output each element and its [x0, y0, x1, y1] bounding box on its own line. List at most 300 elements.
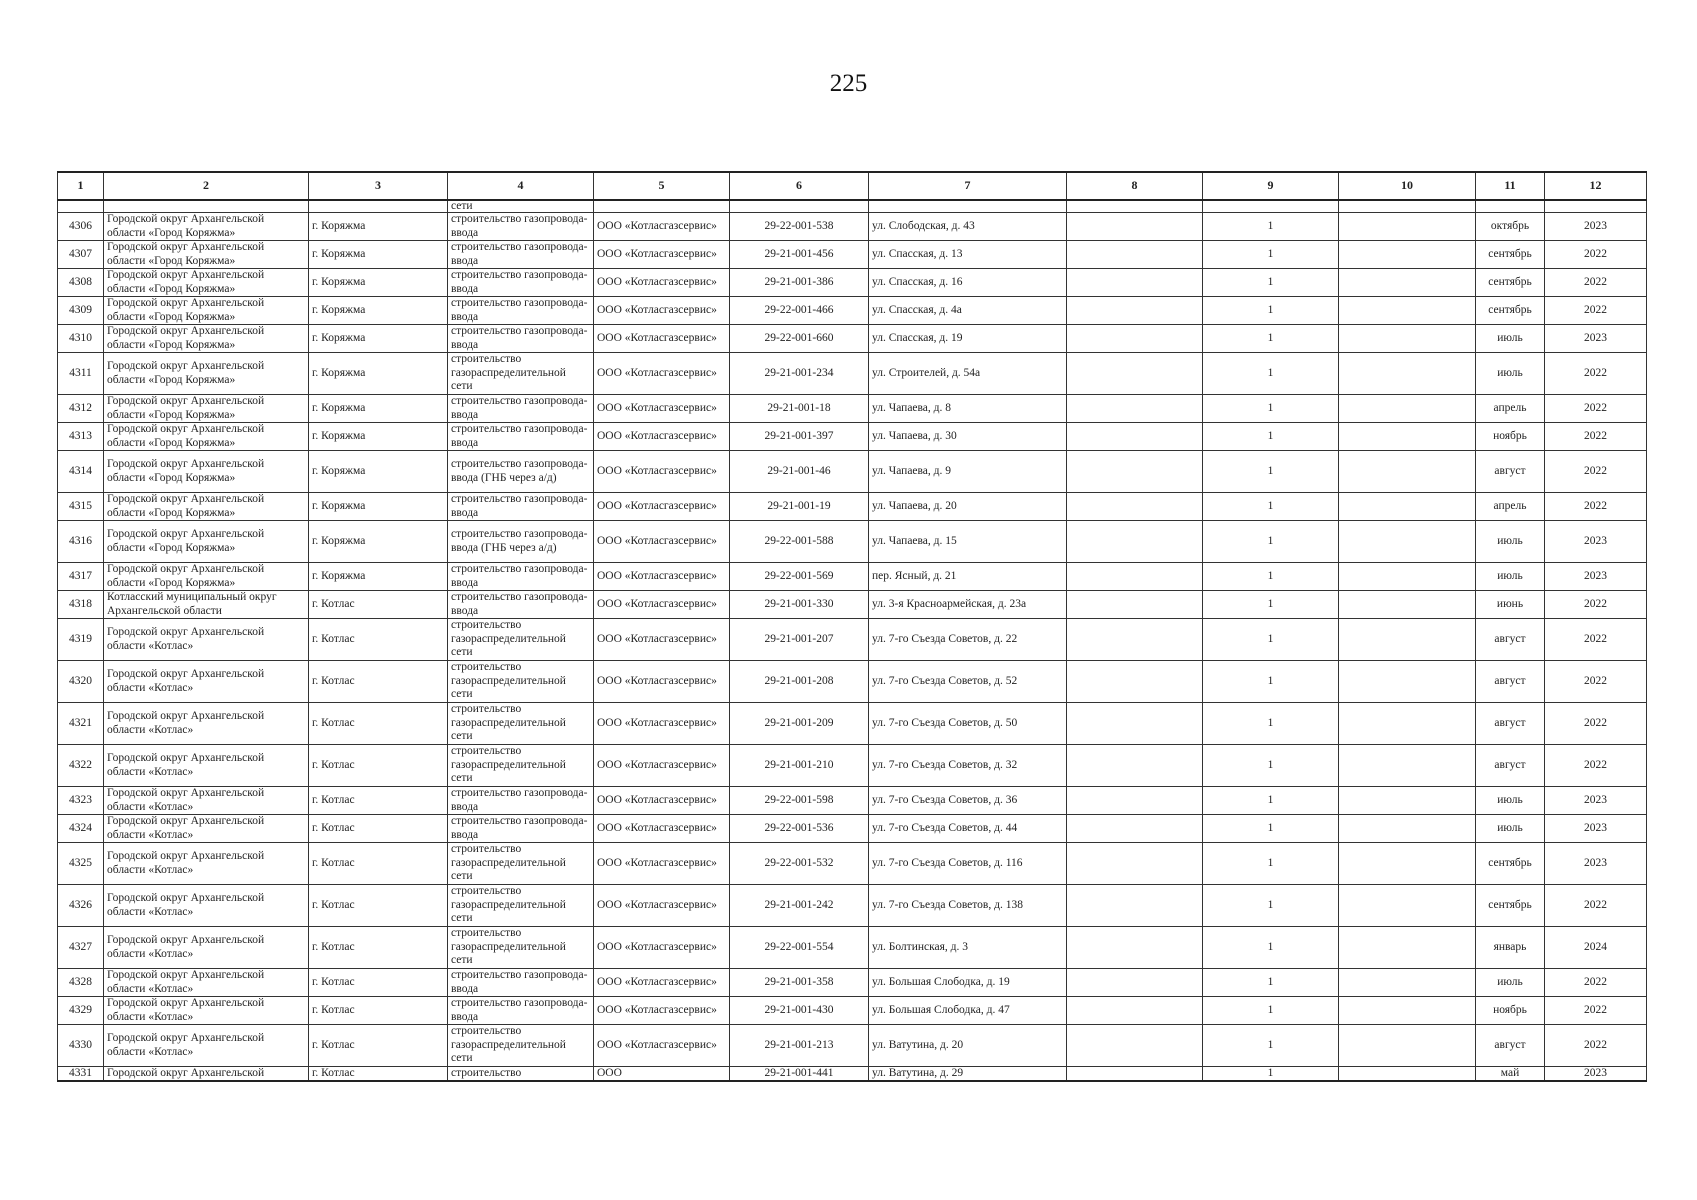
table-row	[58, 451, 1647, 493]
column-8-cell	[1067, 927, 1203, 969]
continuation-work-cell: сети	[448, 200, 594, 213]
year-cell: 2022	[1545, 297, 1647, 325]
column-10-cell	[1339, 619, 1476, 661]
year-cell: 2022	[1545, 353, 1647, 395]
address-cell: ул. Чапаева, д. 9	[869, 451, 1067, 493]
municipality-cell: Городской округ Архангельской области «Котлас»	[104, 885, 309, 927]
month-cell: август	[1476, 661, 1545, 703]
column-10-cell	[1339, 213, 1476, 241]
month-cell: апрель	[1476, 493, 1545, 521]
work-type-cell: строительство газораспределительной сети	[448, 353, 594, 395]
column-10-cell	[1339, 885, 1476, 927]
year-cell: 2023	[1545, 1067, 1647, 1082]
row-number-cell: 4320	[58, 661, 104, 703]
column-10-cell	[1339, 563, 1476, 591]
continuation-empty-cell	[730, 200, 869, 213]
city-cell: г. Коряжма	[309, 493, 448, 521]
organization-cell: ООО «Котласгазсервис»	[594, 661, 730, 703]
work-type-cell: строительство газораспределительной сети	[448, 703, 594, 745]
column-10-cell	[1339, 745, 1476, 787]
municipality-cell: Городской округ Архангельской области «Город Коряжма»	[104, 297, 309, 325]
municipality-cell: Городской округ Архангельской области «Котлас»	[104, 927, 309, 969]
column-8-cell	[1067, 843, 1203, 885]
object-code-cell: 29-21-001-358	[730, 969, 869, 997]
city-cell: г. Котлас	[309, 661, 448, 703]
count-cell: 1	[1203, 493, 1339, 521]
organization-cell: ООО «Котласгазсервис»	[594, 969, 730, 997]
year-cell: 2022	[1545, 703, 1647, 745]
city-cell: г. Котлас	[309, 1067, 448, 1082]
organization-cell: ООО «Котласгазсервис»	[594, 1025, 730, 1067]
year-cell: 2022	[1545, 493, 1647, 521]
row-number-cell: 4322	[58, 745, 104, 787]
continuation-empty-cell	[1339, 200, 1476, 213]
column-10-cell	[1339, 969, 1476, 997]
column-8-cell	[1067, 423, 1203, 451]
object-code-cell: 29-22-001-536	[730, 815, 869, 843]
city-cell: г. Коряжма	[309, 269, 448, 297]
table-row	[58, 997, 1647, 1025]
column-8-cell	[1067, 661, 1203, 703]
count-cell: 1	[1203, 997, 1339, 1025]
row-number-cell: 4328	[58, 969, 104, 997]
table-body	[58, 200, 1647, 1081]
row-number-cell: 4306	[58, 213, 104, 241]
table-row	[58, 661, 1647, 703]
organization-cell: ООО «Котласгазсервис»	[594, 297, 730, 325]
table-row	[58, 241, 1647, 269]
work-type-cell: строительство газораспределительной сети	[448, 843, 594, 885]
column-8-cell	[1067, 395, 1203, 423]
work-type-cell: строительство газопровода-ввода	[448, 325, 594, 353]
count-cell: 1	[1203, 451, 1339, 493]
column-8-cell	[1067, 213, 1203, 241]
row-number-cell: 4330	[58, 1025, 104, 1067]
count-cell: 1	[1203, 213, 1339, 241]
city-cell: г. Коряжма	[309, 325, 448, 353]
organization-cell: ООО «Котласгазсервис»	[594, 745, 730, 787]
count-cell: 1	[1203, 521, 1339, 563]
count-cell: 1	[1203, 843, 1339, 885]
table-row	[58, 297, 1647, 325]
object-code-cell: 29-22-001-598	[730, 787, 869, 815]
column-10-cell	[1339, 843, 1476, 885]
column-10-cell	[1339, 521, 1476, 563]
month-cell: июль	[1476, 815, 1545, 843]
year-cell: 2023	[1545, 815, 1647, 843]
count-cell: 1	[1203, 885, 1339, 927]
municipality-cell: Городской округ Архангельской области «Котлас»	[104, 619, 309, 661]
organization-cell: ООО «Котласгазсервис»	[594, 353, 730, 395]
row-number-cell: 4324	[58, 815, 104, 843]
column-10-cell	[1339, 297, 1476, 325]
table-row	[58, 1025, 1647, 1067]
row-number-cell: 4326	[58, 885, 104, 927]
city-cell: г. Коряжма	[309, 451, 448, 493]
month-cell: сентябрь	[1476, 269, 1545, 297]
column-10-cell	[1339, 997, 1476, 1025]
address-cell: ул. 7-го Съезда Советов, д. 138	[869, 885, 1067, 927]
column-8-cell	[1067, 563, 1203, 591]
organization-cell: ООО «Котласгазсервис»	[594, 843, 730, 885]
month-cell: июль	[1476, 325, 1545, 353]
organization-cell: ООО «Котласгазсервис»	[594, 213, 730, 241]
count-cell: 1	[1203, 297, 1339, 325]
count-cell: 1	[1203, 563, 1339, 591]
work-type-cell: строительство газопровода-ввода	[448, 395, 594, 423]
organization-cell: ООО «Котласгазсервис»	[594, 885, 730, 927]
municipality-cell: Городской округ Архангельской области «Город Коряжма»	[104, 269, 309, 297]
column-header-3: 3	[309, 172, 448, 200]
city-cell: г. Котлас	[309, 619, 448, 661]
object-code-cell: 29-21-001-430	[730, 997, 869, 1025]
month-cell: июль	[1476, 969, 1545, 997]
column-10-cell	[1339, 703, 1476, 745]
table-row	[58, 745, 1647, 787]
address-cell: ул. 7-го Съезда Советов, д. 50	[869, 703, 1067, 745]
city-cell: г. Коряжма	[309, 423, 448, 451]
organization-cell: ООО «Котласгазсервис»	[594, 395, 730, 423]
column-8-cell	[1067, 521, 1203, 563]
column-header-7: 7	[869, 172, 1067, 200]
address-cell: ул. Спасская, д. 16	[869, 269, 1067, 297]
year-cell: 2022	[1545, 619, 1647, 661]
column-10-cell	[1339, 815, 1476, 843]
count-cell: 1	[1203, 661, 1339, 703]
city-cell: г. Котлас	[309, 703, 448, 745]
table-row	[58, 325, 1647, 353]
row-number-cell: 4314	[58, 451, 104, 493]
column-10-cell	[1339, 423, 1476, 451]
table-row	[58, 787, 1647, 815]
address-cell: ул. Чапаева, д. 20	[869, 493, 1067, 521]
count-cell: 1	[1203, 619, 1339, 661]
municipality-cell: Городской округ Архангельской области «Город Коряжма»	[104, 451, 309, 493]
municipality-cell: Городской округ Архангельской области «Котлас»	[104, 787, 309, 815]
month-cell: январь	[1476, 927, 1545, 969]
column-header-6: 6	[730, 172, 869, 200]
year-cell: 2022	[1545, 591, 1647, 619]
work-type-cell: строительство газопровода-ввода	[448, 423, 594, 451]
row-number-cell: 4307	[58, 241, 104, 269]
organization-cell: ООО «Котласгазсервис»	[594, 703, 730, 745]
month-cell: июль	[1476, 787, 1545, 815]
continuation-empty-cell	[1067, 200, 1203, 213]
object-code-cell: 29-22-001-532	[730, 843, 869, 885]
work-type-cell: строительство газораспределительной сети	[448, 619, 594, 661]
city-cell: г. Котлас	[309, 997, 448, 1025]
table-row	[58, 521, 1647, 563]
count-cell: 1	[1203, 745, 1339, 787]
column-header-8: 8	[1067, 172, 1203, 200]
table-row	[58, 843, 1647, 885]
row-number-cell: 4312	[58, 395, 104, 423]
object-code-cell: 29-21-001-386	[730, 269, 869, 297]
work-type-cell: строительство газопровода-ввода	[448, 241, 594, 269]
table-row	[58, 703, 1647, 745]
continuation-empty-cell	[58, 200, 104, 213]
work-type-cell: строительство газопровода-ввода (ГНБ через а/д)	[448, 521, 594, 563]
city-cell: г. Котлас	[309, 787, 448, 815]
municipality-cell: Городской округ Архангельской области «Котлас»	[104, 843, 309, 885]
year-cell: 2022	[1545, 1025, 1647, 1067]
table-row	[58, 269, 1647, 297]
object-code-cell: 29-21-001-18	[730, 395, 869, 423]
address-cell: ул. Чапаева, д. 15	[869, 521, 1067, 563]
month-cell: ноябрь	[1476, 997, 1545, 1025]
municipality-cell: Городской округ Архангельской	[104, 1067, 309, 1082]
table-header	[58, 172, 1647, 200]
city-cell: г. Коряжма	[309, 297, 448, 325]
column-header-1: 1	[58, 172, 104, 200]
municipality-cell: Городской округ Архангельской области «Город Коряжма»	[104, 325, 309, 353]
object-code-cell: 29-22-001-660	[730, 325, 869, 353]
count-cell: 1	[1203, 787, 1339, 815]
city-cell: г. Котлас	[309, 927, 448, 969]
row-number-cell: 4309	[58, 297, 104, 325]
row-number-cell: 4319	[58, 619, 104, 661]
continuation-empty-cell	[309, 200, 448, 213]
municipality-cell: Городской округ Архангельской области «Город Коряжма»	[104, 521, 309, 563]
column-8-cell	[1067, 325, 1203, 353]
city-cell: г. Коряжма	[309, 213, 448, 241]
municipality-cell: Городской округ Архангельской области «Котлас»	[104, 703, 309, 745]
work-type-cell: строительство газопровода-ввода	[448, 563, 594, 591]
address-cell: ул. 3-я Красноармейская, д. 23а	[869, 591, 1067, 619]
city-cell: г. Коряжма	[309, 241, 448, 269]
city-cell: г. Котлас	[309, 843, 448, 885]
year-cell: 2024	[1545, 927, 1647, 969]
column-8-cell	[1067, 969, 1203, 997]
count-cell: 1	[1203, 927, 1339, 969]
year-cell: 2023	[1545, 521, 1647, 563]
column-8-cell	[1067, 241, 1203, 269]
column-8-cell	[1067, 269, 1203, 297]
column-10-cell	[1339, 325, 1476, 353]
column-8-cell	[1067, 591, 1203, 619]
municipality-cell: Городской округ Архангельской области «Котлас»	[104, 661, 309, 703]
year-cell: 2022	[1545, 997, 1647, 1025]
count-cell: 1	[1203, 591, 1339, 619]
count-cell: 1	[1203, 269, 1339, 297]
object-code-cell: 29-21-001-441	[730, 1067, 869, 1082]
work-type-cell: строительство газопровода-ввода	[448, 213, 594, 241]
municipality-cell: Котласский муниципальный округ Архангельской области	[104, 591, 309, 619]
column-header-2: 2	[104, 172, 309, 200]
table-row	[58, 395, 1647, 423]
column-10-cell	[1339, 787, 1476, 815]
address-cell: пер. Ясный, д. 21	[869, 563, 1067, 591]
document-table	[57, 171, 1647, 1082]
address-cell: ул. 7-го Съезда Советов, д. 52	[869, 661, 1067, 703]
continuation-empty-cell	[594, 200, 730, 213]
organization-cell: ООО «Котласгазсервис»	[594, 521, 730, 563]
month-cell: июль	[1476, 353, 1545, 395]
organization-cell: ООО «Котласгазсервис»	[594, 325, 730, 353]
column-8-cell	[1067, 815, 1203, 843]
work-type-cell: строительство газораспределительной сети	[448, 885, 594, 927]
column-header-9: 9	[1203, 172, 1339, 200]
work-type-cell: строительство	[448, 1067, 594, 1082]
month-cell: май	[1476, 1067, 1545, 1082]
year-cell: 2023	[1545, 325, 1647, 353]
city-cell: г. Коряжма	[309, 353, 448, 395]
address-cell: ул. 7-го Съезда Советов, д. 116	[869, 843, 1067, 885]
month-cell: июль	[1476, 521, 1545, 563]
year-cell: 2022	[1545, 969, 1647, 997]
object-code-cell: 29-22-001-588	[730, 521, 869, 563]
address-cell: ул. Ватутина, д. 29	[869, 1067, 1067, 1082]
work-type-cell: строительство газораспределительной сети	[448, 1025, 594, 1067]
city-cell: г. Коряжма	[309, 395, 448, 423]
column-8-cell	[1067, 787, 1203, 815]
work-type-cell: строительство газопровода-ввода	[448, 493, 594, 521]
column-8-cell	[1067, 619, 1203, 661]
municipality-cell: Городской округ Архангельской области «Город Коряжма»	[104, 241, 309, 269]
object-code-cell: 29-21-001-397	[730, 423, 869, 451]
table-row	[58, 885, 1647, 927]
month-cell: август	[1476, 619, 1545, 661]
column-header-5: 5	[594, 172, 730, 200]
organization-cell: ООО «Котласгазсервис»	[594, 787, 730, 815]
row-number-cell: 4325	[58, 843, 104, 885]
table-row	[58, 927, 1647, 969]
object-code-cell: 29-21-001-234	[730, 353, 869, 395]
address-cell: ул. Слободская, д. 43	[869, 213, 1067, 241]
year-cell: 2022	[1545, 241, 1647, 269]
municipality-cell: Городской округ Архангельской области «Котлас»	[104, 1025, 309, 1067]
row-number-cell: 4329	[58, 997, 104, 1025]
object-code-cell: 29-21-001-19	[730, 493, 869, 521]
column-10-cell	[1339, 591, 1476, 619]
column-8-cell	[1067, 353, 1203, 395]
work-type-cell: строительство газопровода-ввода	[448, 997, 594, 1025]
table-row	[58, 591, 1647, 619]
municipality-cell: Городской округ Архангельской области «Город Коряжма»	[104, 493, 309, 521]
month-cell: сентябрь	[1476, 885, 1545, 927]
table-row	[58, 213, 1647, 241]
city-cell: г. Котлас	[309, 591, 448, 619]
column-header-4: 4	[448, 172, 594, 200]
address-cell: ул. 7-го Съезда Советов, д. 44	[869, 815, 1067, 843]
column-10-cell	[1339, 269, 1476, 297]
header-row	[58, 172, 1647, 200]
year-cell: 2022	[1545, 745, 1647, 787]
count-cell: 1	[1203, 815, 1339, 843]
month-cell: август	[1476, 1025, 1545, 1067]
address-cell: ул. 7-го Съезда Советов, д. 22	[869, 619, 1067, 661]
address-cell: ул. Болтинская, д. 3	[869, 927, 1067, 969]
work-type-cell: строительство газопровода-ввода	[448, 297, 594, 325]
count-cell: 1	[1203, 395, 1339, 423]
table-row	[58, 969, 1647, 997]
object-code-cell: 29-22-001-569	[730, 563, 869, 591]
object-code-cell: 29-21-001-213	[730, 1025, 869, 1067]
continuation-empty-cell	[104, 200, 309, 213]
organization-cell: ООО «Котласгазсервис»	[594, 927, 730, 969]
address-cell: ул. Большая Слободка, д. 47	[869, 997, 1067, 1025]
table-row	[58, 493, 1647, 521]
city-cell: г. Коряжма	[309, 521, 448, 563]
address-cell: ул. Спасская, д. 13	[869, 241, 1067, 269]
city-cell: г. Котлас	[309, 969, 448, 997]
municipality-cell: Городской округ Архангельской области «Город Коряжма»	[104, 563, 309, 591]
column-8-cell	[1067, 297, 1203, 325]
address-cell: ул. Чапаева, д. 30	[869, 423, 1067, 451]
column-header-11: 11	[1476, 172, 1545, 200]
continuation-empty-cell	[1545, 200, 1647, 213]
column-10-cell	[1339, 661, 1476, 703]
object-code-cell: 29-22-001-466	[730, 297, 869, 325]
page-number: 225	[829, 70, 868, 97]
row-number-cell: 4331	[58, 1067, 104, 1082]
address-cell: ул. Строителей, д. 54а	[869, 353, 1067, 395]
object-code-cell: 29-21-001-330	[730, 591, 869, 619]
month-cell: август	[1476, 451, 1545, 493]
object-code-cell: 29-21-001-242	[730, 885, 869, 927]
city-cell: г. Котлас	[309, 745, 448, 787]
address-cell: ул. Чапаева, д. 8	[869, 395, 1067, 423]
continuation-empty-cell	[869, 200, 1067, 213]
count-cell: 1	[1203, 423, 1339, 451]
table-row	[58, 1067, 1647, 1082]
municipality-cell: Городской округ Архангельской области «Котлас»	[104, 997, 309, 1025]
row-number-cell: 4327	[58, 927, 104, 969]
work-type-cell: строительство газораспределительной сети	[448, 661, 594, 703]
column-header-12: 12	[1545, 172, 1647, 200]
organization-cell: ООО	[594, 1067, 730, 1082]
work-type-cell: строительство газопровода-ввода	[448, 815, 594, 843]
year-cell: 2022	[1545, 661, 1647, 703]
column-10-cell	[1339, 451, 1476, 493]
table-row	[58, 423, 1647, 451]
city-cell: г. Котлас	[309, 885, 448, 927]
column-8-cell	[1067, 745, 1203, 787]
object-code-cell: 29-21-001-456	[730, 241, 869, 269]
column-8-cell	[1067, 885, 1203, 927]
municipality-cell: Городской округ Архангельской области «Котлас»	[104, 969, 309, 997]
count-cell: 1	[1203, 241, 1339, 269]
address-cell: ул. Спасская, д. 4а	[869, 297, 1067, 325]
organization-cell: ООО «Котласгазсервис»	[594, 815, 730, 843]
row-number-cell: 4308	[58, 269, 104, 297]
column-8-cell	[1067, 997, 1203, 1025]
object-code-cell: 29-21-001-209	[730, 703, 869, 745]
work-type-cell: строительство газопровода-ввода	[448, 269, 594, 297]
organization-cell: ООО «Котласгазсервис»	[594, 997, 730, 1025]
row-number-cell: 4310	[58, 325, 104, 353]
row-number-cell: 4313	[58, 423, 104, 451]
object-code-cell: 29-21-001-208	[730, 661, 869, 703]
municipality-cell: Городской округ Архангельской области «Котлас»	[104, 745, 309, 787]
row-number-cell: 4318	[58, 591, 104, 619]
continuation-empty-cell	[1203, 200, 1339, 213]
city-cell: г. Котлас	[309, 815, 448, 843]
continuation-row	[58, 200, 1647, 213]
work-type-cell: строительство газораспределительной сети	[448, 745, 594, 787]
year-cell: 2022	[1545, 451, 1647, 493]
municipality-cell: Городской округ Архангельской области «Город Коряжма»	[104, 423, 309, 451]
table-row	[58, 815, 1647, 843]
year-cell: 2022	[1545, 269, 1647, 297]
count-cell: 1	[1203, 969, 1339, 997]
organization-cell: ООО «Котласгазсервис»	[594, 591, 730, 619]
year-cell: 2022	[1545, 885, 1647, 927]
address-cell: ул. Ватутина, д. 20	[869, 1025, 1067, 1067]
organization-cell: ООО «Котласгазсервис»	[594, 269, 730, 297]
column-10-cell	[1339, 927, 1476, 969]
month-cell: июль	[1476, 563, 1545, 591]
